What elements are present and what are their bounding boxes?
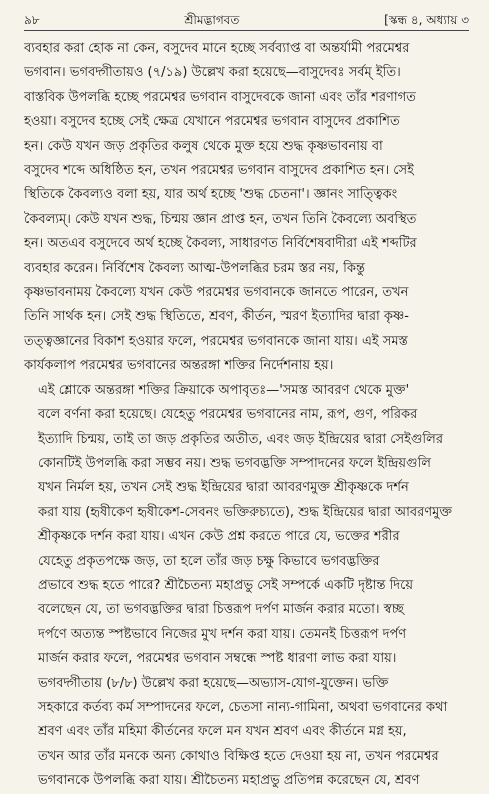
text-line: এই শ্লোকে অন্তরঙ্গা শক্তির ক্রিয়াকে অপাবৃতঃ—'সমস্ত আবরণ থেকে মুক্ত' xyxy=(38,382,410,398)
text-line: মার্জন করার ফলে, পরমেশ্বর ভগবান সম্বন্ধে স্পষ্ট ধারণা লাভ করা যায়। xyxy=(38,651,397,667)
text-line: স্থিতিকে কৈবল্যও বলা হয়, যার অর্থ হচ্ছে 'শুদ্ধ চেতনা'। জ্ঞানং সাত্ত্বিকং xyxy=(24,187,398,203)
paragraph-1 xyxy=(24,37,469,379)
page-number: ৯৮ xyxy=(24,13,40,27)
section-reference: [স্কন্ধ ৪, অধ্যায় ৩ xyxy=(384,13,469,27)
text-line: হন। অতএব বসুদেবে অর্থ হচ্ছে কৈবল্য, সাধারণত নির্বিশেষবাদীরা এই শব্দটির xyxy=(24,236,417,252)
text-line: ভগবদ্গীতায় (৮/৮) উল্লেখ করা হয়েছে—অভ্যাস-যোগ-যুক্তেন। ভক্তি xyxy=(38,675,389,691)
text-line: করা যায় (হৃষীকেণ হৃষীকেশ-সেবনং ভক্তিরুচ্যতে), শুদ্ধ ইন্দ্রিয়ের দ্বারা আবরণমুক্ত xyxy=(38,504,453,520)
text-line: যেহেতু প্রকৃতপক্ষে জড়, তা হলে তাঁর জড় চক্ষু কিভাবে ভগবদ্ভক্তির xyxy=(38,553,380,569)
text-line: যখন নির্মল হয়, তখন সেই শুদ্ধ ইন্দ্রিয়ের দ্বারা আবরণমুক্ত শ্রীকৃষ্ণকে দর্শন xyxy=(38,480,409,496)
text-line: বাস্তবিক উপলব্ধি হচ্ছে পরমেশ্বর ভগবান বাসুদেবকে জানা এবং তাঁর শরণাগত xyxy=(24,89,416,105)
text-line: কার্যকলাপ পরমেশ্বর ভগবানের অন্তরঙ্গা শক্তির নির্দেশনায় হয়। xyxy=(24,358,334,374)
paragraph-2 xyxy=(24,379,469,794)
text-line: হওয়া। বসুদেব হচ্ছে সেই ক্ষেত্র যেখানে পরমেশ্বর ভগবান বাসুদেব প্রকাশিত xyxy=(24,114,400,130)
text-line: বসুদেব শব্দে অধিষ্ঠিত হন, তখন পরমেশ্বর ভগবান বাসুদেব প্রকাশিত হন। সেই xyxy=(24,163,414,179)
body-text xyxy=(24,37,469,794)
text-line: ইত্যাদি চিন্ময়, তাই তা জড় প্রকৃতির অতীত, এবং জড় ইন্দ্রিয়ের দ্বারা সেইগুলির xyxy=(38,431,443,447)
text-line: ভগবানকে উপলব্ধি করা যায়। শ্রীচৈতন্য মহাপ্রভু প্রতিপন্ন করেছেন যে, শ্রবণ xyxy=(38,773,420,789)
running-header xyxy=(24,12,469,31)
text-line: বলে বর্ণনা করা হয়েছে। যেহেতু পরমেশ্বর ভগবানের নাম, রূপ, গুণ, পরিকর xyxy=(38,407,418,423)
text-line: দর্পণে অত্যন্ত স্পষ্টভাবে নিজের মুখ দর্শন করা যায়। তেমনই চিত্তরূপ দর্পণ xyxy=(38,626,407,642)
text-line: তিনি সার্থক হন। সেই শুদ্ধ স্থিতিতে, শ্রবণ, কীর্তন, স্মরণ ইত্যাদির দ্বারা কৃষ্ণ- xyxy=(24,309,409,325)
text-line: তত্ত্বজ্ঞানের বিকাশ হওয়ার ফলে, পরমেশ্বর ভগবানকে জানা যায়। এই সমস্ত xyxy=(24,333,408,349)
text-line: ব্যবহার করেন। নির্বিশেষ কৈবল্য আত্ম-উপলব্ধির চরম স্তর নয়, কিন্তু xyxy=(24,260,365,276)
text-line: কৃষ্ণভাবনাময় কৈবল্যে যখন কেউ পরমেশ্বর ভগবানকে জানতে পারেন, তখন xyxy=(24,285,409,301)
text-line: বলেছেন যে, তা ভগবদ্ভক্তির দ্বারা চিত্তরূপ দর্পণ মার্জন করার মতো। স্বচ্ছ xyxy=(38,602,404,618)
text-line: হন। কেউ যখন জড় প্রকৃতির কলুষ থেকে মুক্ত হয়ে শুদ্ধ কৃষ্ণভাবনায় বা xyxy=(24,138,383,154)
text-line: ব্যবহার করা হোক না কেন, বসুদেব মানে হচ্ছে সর্বব্যাপ্ত বা অন্তর্যামী পরমেশ্বর xyxy=(24,41,410,56)
text-line: তখন আর তাঁর মনকে অন্য কোথাও বিক্ষিপ্ত হতে দেওয়া হয় না, তখন পরমেশ্বর xyxy=(38,748,439,764)
text-line: শ্রীকৃষ্ণকে দর্শন করা যায়। এখন কেউ প্রশ্ন করতে পারে যে, ভক্তের শরীর xyxy=(38,529,400,545)
text-line: ভগবান। ভগবদ্গীতায়ও (৭/১৯) উল্লেখ করা হয়েছে—বাসুদেবঃ সর্বম্ ইতি। xyxy=(24,65,401,81)
book-title: শ্রীমদ্ভাগবত xyxy=(184,13,240,27)
text-line: সহকারে কর্তব্য কর্ম সম্পাদনের ফলে, চেতসা নান্য-গামিনা, অথবা ভগবানের কথা xyxy=(38,699,448,715)
text-line: প্রভাবে শুদ্ধ হতে পারে? শ্রীচৈতন্য মহাপ্রভু সেই সম্পর্কে একটি দৃষ্টান্ত দিয়ে xyxy=(38,577,413,593)
text-line: কোনটিই উপলব্ধি করা সম্ভব নয়। শুদ্ধ ভগবদ্ভক্তি সম্পাদনের ফলে ইন্দ্রিয়গুলি xyxy=(38,455,431,471)
text-line: কৈবল্যম্। কেউ যখন শুদ্ধ, চিন্ময় জ্ঞান প্রাপ্ত হন, তখন তিনি কৈবল্যে অবস্থিত xyxy=(24,211,417,227)
text-line: শ্রবণ এবং তাঁর মহিমা কীর্তনের ফলে মন যখন শ্রবণ এবং কীর্তনে মগ্ন হয়, xyxy=(38,724,407,740)
